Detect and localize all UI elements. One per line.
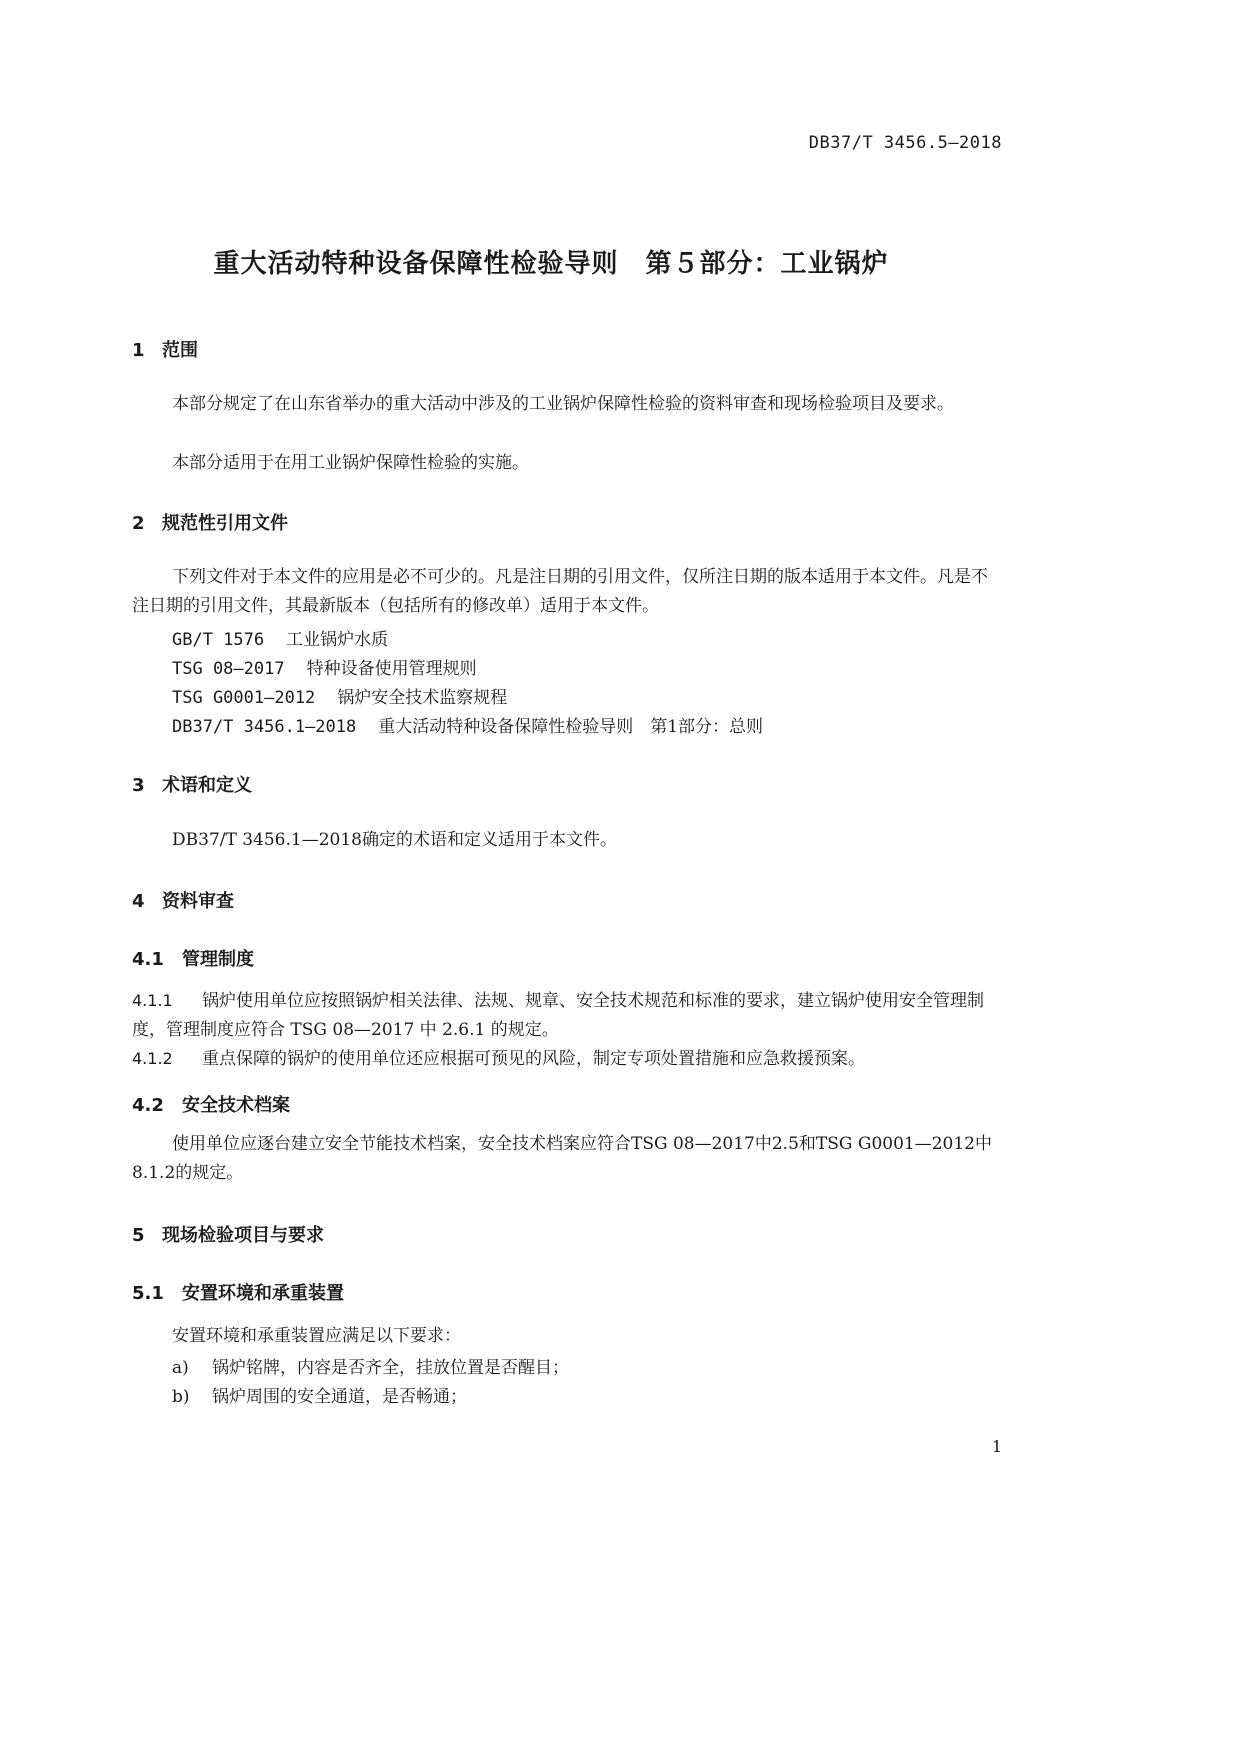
reference-code: TSG 08—2017 [172, 659, 285, 679]
reference-name: 锅炉安全技术监察规程 [337, 688, 508, 708]
subsection-number: 4.2 [132, 1095, 164, 1116]
page-number: 1 [991, 1437, 1002, 1456]
reference-item [172, 654, 477, 679]
reference-item [172, 712, 763, 737]
subsection-title: 管理制度 [182, 949, 254, 970]
section-title: 资料审查 [162, 891, 234, 912]
clause-4-1-1 [132, 986, 1004, 1045]
section-4-heading [132, 887, 234, 913]
section-title: 现场检验项目与要求 [162, 1225, 324, 1246]
subsection-number: 4.1 [132, 949, 164, 970]
reference-name: 特种设备使用管理规则 [306, 659, 477, 679]
section-1-heading [132, 336, 198, 362]
document-title: 重大活动特种设备保障性检验导则 第５部分：工业锅炉 [213, 249, 889, 279]
subsection-number: 5.1 [132, 1283, 164, 1304]
document-code: DB37/T 3456.5—2018 [808, 133, 1002, 153]
subsection-title: 安置环境和承重装置 [182, 1283, 344, 1304]
section-number: 3 [132, 775, 145, 796]
list-item [172, 1353, 569, 1378]
section-1-paragraph-2: 本部分适用于在用工业锅炉保障性检验的实施。 [172, 453, 529, 473]
section-3-paragraph-1: DB37/T 3456.1—2018确定的术语和定义适用于本文件。 [172, 830, 617, 850]
reference-code: DB37/T 3456.1—2018 [172, 717, 357, 737]
section-5-heading [132, 1221, 324, 1247]
reference-name: 工业锅炉水质 [286, 630, 389, 650]
list-item [172, 1382, 467, 1407]
section-3-heading [132, 771, 252, 797]
list-item-text: 锅炉铭牌，内容是否齐全，挂放位置是否醒目； [212, 1358, 569, 1378]
subsection-title: 安全技术档案 [182, 1095, 290, 1116]
section-1-paragraph-1: 本部分规定了在山东省举办的重大活动中涉及的工业锅炉保障性检验的资料审查和现场检验项目及要求。 [172, 394, 954, 414]
reference-item [172, 683, 507, 708]
section-number: 5 [132, 1225, 145, 1246]
section-number: 4 [132, 891, 145, 912]
subsection-4-1-heading [132, 945, 254, 971]
clause-text: 锅炉使用单位应按照锅炉相关法律、法规、规章、安全技术规范和标准的要求，建立锅炉使用安全管理制度，管理制度应符合 TSG 08—2017 中 2.6.1 的规定。 [132, 991, 984, 1040]
section-number: 2 [132, 513, 145, 534]
list-marker: a) [172, 1358, 189, 1378]
reference-name: 重大活动特种设备保障性检验导则 第1部分：总则 [378, 717, 764, 737]
subsection-5-1-intro: 安置环境和承重装置应满足以下要求： [172, 1326, 461, 1346]
clause-4-1-2 [132, 1044, 1004, 1074]
subsection-4-2-paragraph: 使用单位应逐台建立安全节能技术档案，安全技术档案应符合TSG 08—2017中2.5和TSG G0001—2012中8.1.2的规定。 [132, 1134, 992, 1183]
reference-code: TSG G0001—2012 [172, 688, 316, 708]
list-item-text: 锅炉周围的安全通道，是否畅通； [212, 1387, 467, 1407]
clause-number: 4.1.1 [132, 991, 173, 1010]
section-2-paragraph-1: 下列文件对于本文件的应用是必不可少的。凡是注日期的引用文件，仅所注日期的版本适用于本文件。凡是不注日期的引用文件，其最新版本（包括所有的修改单）适用于本文件。 [132, 567, 988, 616]
section-title: 术语和定义 [162, 775, 252, 796]
section-number: 1 [132, 340, 145, 361]
section-title: 规范性引用文件 [162, 513, 288, 534]
subsection-4-2-heading [132, 1091, 290, 1117]
clause-number: 4.1.2 [132, 1049, 173, 1068]
list-marker: b) [172, 1387, 190, 1407]
clause-text: 重点保障的锅炉的使用单位还应根据可预见的风险，制定专项处置措施和应急救援预案。 [202, 1049, 865, 1069]
reference-item [172, 625, 388, 650]
subsection-5-1-heading [132, 1279, 344, 1305]
reference-code: GB/T 1576 [172, 630, 265, 650]
section-2-heading [132, 509, 288, 535]
section-title: 范围 [162, 340, 198, 361]
